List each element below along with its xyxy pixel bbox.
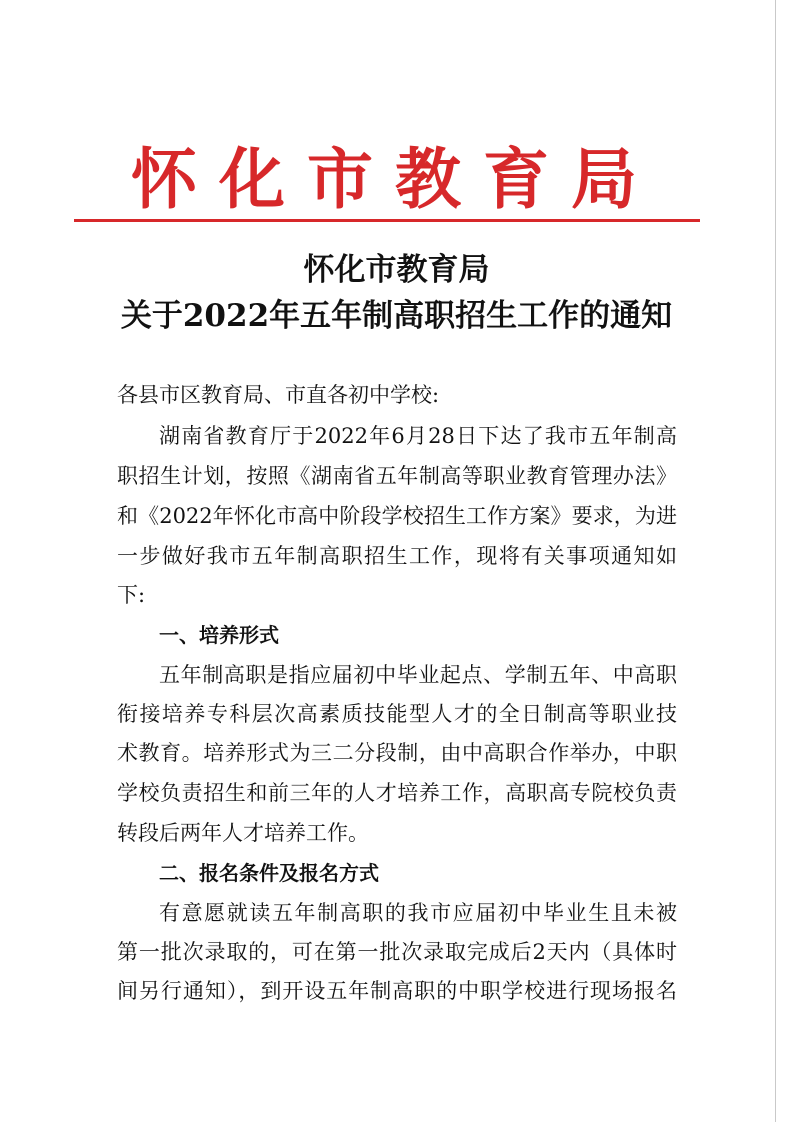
letterhead-rule bbox=[74, 219, 700, 222]
body-line: 第一批次录取的，可在第一批次录取完成后2天内（具体时 bbox=[117, 940, 677, 964]
body-line: 湖南省教育厅于2022年6月28日下达了我市五年制高 bbox=[159, 424, 677, 448]
body-line: 职招生计划，按照《湖南省五年制高等职业教育管理办法》 bbox=[117, 464, 677, 488]
body-line: 一步做好我市五年制高职招生工作，现将有关事项通知如 bbox=[117, 544, 677, 568]
body-line: 转段后两年人才培养工作。 bbox=[117, 821, 369, 845]
body-line: 间另行通知），到开设五年制高职的中职学校进行现场报名 bbox=[117, 979, 677, 1003]
page-edge-line bbox=[775, 0, 776, 1122]
body-line: 术教育。培养形式为三二分段制，由中高职合作举办，中职 bbox=[117, 741, 677, 765]
salutation: 各县市区教育局、市直各初中学校: bbox=[117, 383, 440, 407]
body-line: 下: bbox=[117, 583, 146, 607]
document-title-line-2: 关于2022年五年制高职招生工作的通知 bbox=[120, 298, 673, 334]
document-title-line-1: 怀化市教育局 bbox=[303, 252, 490, 288]
section-heading-1: 一、培养形式 bbox=[159, 623, 279, 647]
body-line: 和《2022年怀化市高中阶段学校招生工作方案》要求，为进 bbox=[117, 504, 677, 528]
body-line: 衔接培养专科层次高素质技能型人才的全日制高等职业技 bbox=[117, 702, 677, 726]
section-heading-2: 二、报名条件及报名方式 bbox=[159, 861, 379, 885]
body-line: 有意愿就读五年制高职的我市应届初中毕业生且未被 bbox=[159, 901, 677, 925]
letterhead-title: 怀化市教育局 bbox=[131, 140, 659, 218]
body-line: 学校负责招生和前三年的人才培养工作，高职高专院校负责 bbox=[117, 781, 677, 805]
body-line: 五年制高职是指应届初中毕业起点、学制五年、中高职 bbox=[159, 663, 677, 687]
